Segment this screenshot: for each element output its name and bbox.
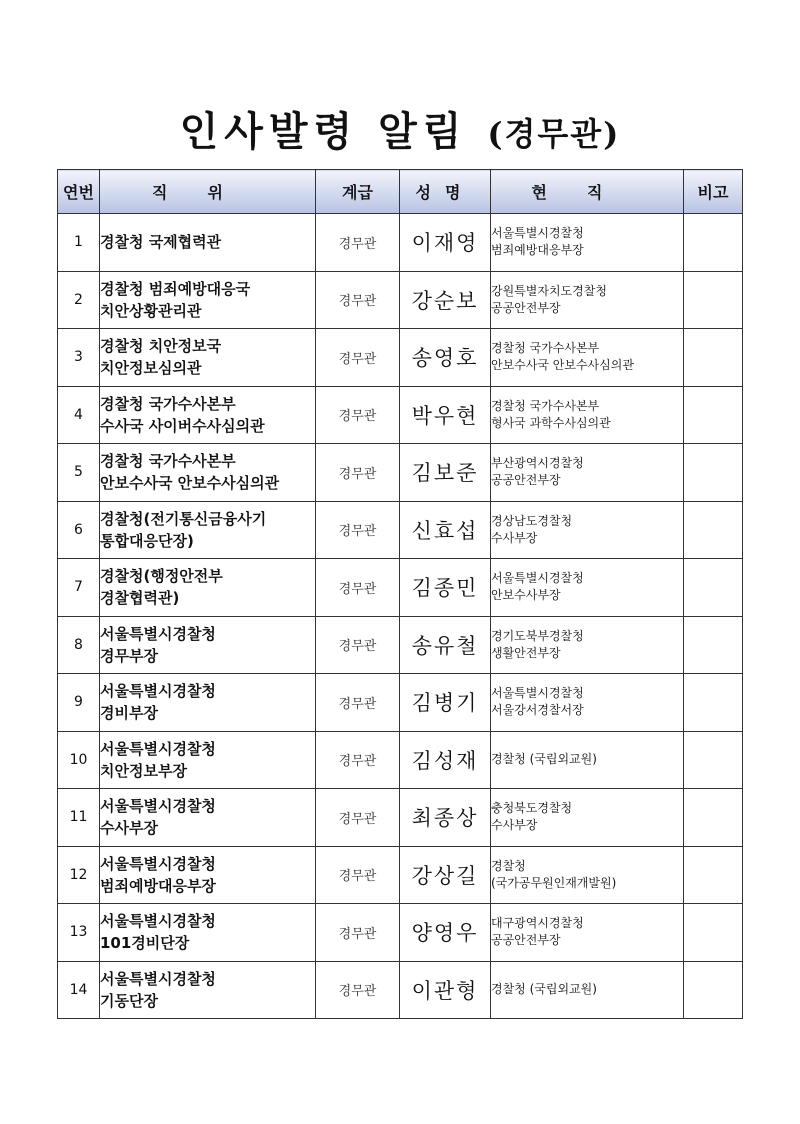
- current-post-line: 경찰청 (국립외교원): [491, 982, 597, 997]
- current-post-cell: [491, 329, 684, 387]
- current-post-cell: [491, 961, 684, 1019]
- current-post-cell: [491, 559, 684, 617]
- position-line: 경찰청 치안정보국: [100, 337, 222, 356]
- name-cell: 최종상: [400, 789, 491, 847]
- position-line: 서울특별시경찰청: [100, 797, 216, 816]
- row-number: 10: [58, 731, 100, 789]
- current-post-line: (국가공무원인재개발원): [491, 875, 617, 890]
- row-number: 6: [58, 501, 100, 559]
- position-line: 서울특별시경찰청: [100, 624, 216, 643]
- current-post-cell: [491, 386, 684, 444]
- rank-cell: 경무관: [316, 961, 400, 1019]
- position-cell: [100, 846, 316, 904]
- current-post-cell: [491, 214, 684, 272]
- current-post-cell: [491, 846, 684, 904]
- rank-cell: 경무관: [316, 846, 400, 904]
- row-number: 4: [58, 386, 100, 444]
- name-cell: 강순보: [400, 271, 491, 329]
- name-cell: 이재영: [400, 214, 491, 272]
- position-line: 서울특별시경찰청: [100, 739, 216, 758]
- table-row: [58, 501, 743, 559]
- current-post-cell: [491, 731, 684, 789]
- position-cell: [100, 559, 316, 617]
- current-post-cell: [491, 444, 684, 502]
- rank-cell: 경무관: [316, 444, 400, 502]
- current-post-line: 경찰청 국가수사본부: [491, 341, 600, 356]
- current-post-line: 경기도북부경찰청: [491, 628, 584, 643]
- current-post-line: 경찰청: [491, 858, 526, 873]
- remarks-cell: [684, 501, 743, 559]
- current-post-cell: [491, 616, 684, 674]
- remarks-cell: [684, 559, 743, 617]
- table-row: [58, 961, 743, 1019]
- remarks-cell: [684, 674, 743, 732]
- title-main: 인사발령 알림: [179, 108, 468, 155]
- table-row: [58, 904, 743, 962]
- rank-cell: 경무관: [316, 271, 400, 329]
- current-post-line: 수사부장: [491, 530, 538, 545]
- table-row: [58, 559, 743, 617]
- row-number: 14: [58, 961, 100, 1019]
- current-post-cell: [491, 501, 684, 559]
- position-cell: [100, 731, 316, 789]
- position-cell: [100, 961, 316, 1019]
- position-line: 통합대응단장): [100, 531, 194, 550]
- current-post-line: 강원특별자치도경찰청: [491, 283, 607, 298]
- rank-cell: 경무관: [316, 616, 400, 674]
- position-line: 치안정보부장: [100, 761, 187, 780]
- name-cell: 김병기: [400, 674, 491, 732]
- row-number: 13: [58, 904, 100, 962]
- position-line: 서울특별시경찰청: [100, 912, 216, 931]
- name-cell: 김보준: [400, 444, 491, 502]
- rank-cell: 경무관: [316, 386, 400, 444]
- rank-cell: 경무관: [316, 501, 400, 559]
- position-line: 수사부장: [100, 819, 158, 838]
- table-row: [58, 271, 743, 329]
- remarks-cell: [684, 444, 743, 502]
- current-post-line: 경상남도경찰청: [491, 513, 573, 528]
- position-cell: [100, 789, 316, 847]
- current-post-line: 서울강서경찰서장: [491, 703, 584, 718]
- current-post-line: 공공안전부장: [491, 473, 561, 488]
- current-post-line: 수사부장: [491, 818, 538, 833]
- header-row: [58, 170, 743, 214]
- current-post-line: 충청북도경찰청: [491, 801, 573, 816]
- name-cell: 김성재: [400, 731, 491, 789]
- current-post-line: 생활안전부장: [491, 645, 561, 660]
- rank-cell: 경무관: [316, 214, 400, 272]
- position-line: 경찰청(전기통신금융사기: [100, 509, 267, 528]
- position-line: 101경비단장: [100, 934, 190, 953]
- header-current: 현직: [491, 170, 684, 214]
- remarks-cell: [684, 904, 743, 962]
- current-post-line: 대구광역시경찰청: [491, 916, 584, 931]
- current-post-line: 경찰청 (국립외교원): [491, 752, 597, 767]
- current-post-line: 공공안전부장: [491, 933, 561, 948]
- current-post-cell: [491, 674, 684, 732]
- position-cell: [100, 616, 316, 674]
- position-line: 수사국 사이버수사심의관: [100, 416, 265, 435]
- header-rank: 계급: [316, 170, 400, 214]
- remarks-cell: [684, 846, 743, 904]
- position-line: 경찰청 국가수사본부: [100, 394, 236, 413]
- row-number: 3: [58, 329, 100, 387]
- current-post-line: 경찰청 국가수사본부: [491, 398, 600, 413]
- current-post-line: 서울특별시경찰청: [491, 571, 584, 586]
- current-post-cell: [491, 789, 684, 847]
- name-cell: 김종민: [400, 559, 491, 617]
- rank-cell: 경무관: [316, 329, 400, 387]
- position-cell: [100, 386, 316, 444]
- position-cell: [100, 271, 316, 329]
- position-line: 치안상황관리관: [100, 301, 202, 320]
- row-number: 12: [58, 846, 100, 904]
- table-row: [58, 616, 743, 674]
- header-no: 연번: [58, 170, 100, 214]
- name-cell: 강상길: [400, 846, 491, 904]
- current-post-line: 서울특별시경찰청: [491, 226, 584, 241]
- position-line: 경찰청 국제협력관: [100, 233, 222, 252]
- rank-cell: 경무관: [316, 904, 400, 962]
- current-post-line: 범죄예방대응부장: [491, 243, 584, 258]
- table-row: [58, 789, 743, 847]
- position-line: 치안정보심의관: [100, 359, 202, 378]
- position-cell: [100, 444, 316, 502]
- name-cell: 신효섭: [400, 501, 491, 559]
- table-row: [58, 846, 743, 904]
- position-line: 경찰청 국가수사본부: [100, 452, 236, 471]
- position-cell: [100, 674, 316, 732]
- row-number: 1: [58, 214, 100, 272]
- table-row: [58, 386, 743, 444]
- rank-cell: 경무관: [316, 674, 400, 732]
- position-line: 경찰청(행정안전부: [100, 567, 223, 586]
- remarks-cell: [684, 789, 743, 847]
- current-post-line: 공공안전부장: [491, 300, 561, 315]
- row-number: 5: [58, 444, 100, 502]
- current-post-line: 형사국 과학수사심의관: [491, 415, 611, 430]
- position-line: 경무부장: [100, 646, 158, 665]
- table-row: [58, 329, 743, 387]
- name-cell: 양영우: [400, 904, 491, 962]
- current-post-cell: [491, 271, 684, 329]
- table-row: [58, 214, 743, 272]
- position-line: 서울특별시경찰청: [100, 969, 216, 988]
- remarks-cell: [684, 616, 743, 674]
- remarks-cell: [684, 731, 743, 789]
- row-number: 9: [58, 674, 100, 732]
- rank-cell: 경무관: [316, 559, 400, 617]
- current-post-line: 안보수사국 안보수사심의관: [491, 358, 634, 373]
- current-post-cell: [491, 904, 684, 962]
- position-line: 경찰협력관): [100, 589, 180, 608]
- table-row: [58, 731, 743, 789]
- remarks-cell: [684, 329, 743, 387]
- position-cell: [100, 329, 316, 387]
- header-position: 직위: [100, 170, 316, 214]
- current-post-line: 부산광역시경찰청: [491, 456, 584, 471]
- table-row: [58, 674, 743, 732]
- table-row: [58, 444, 743, 502]
- remarks-cell: [684, 271, 743, 329]
- name-cell: 송유철: [400, 616, 491, 674]
- appointment-table: [57, 169, 743, 1019]
- remarks-cell: [684, 214, 743, 272]
- position-line: 경찰청 범죄예방대응국: [100, 279, 251, 298]
- position-cell: [100, 501, 316, 559]
- position-line: 안보수사국 안보수사심의관: [100, 474, 280, 493]
- name-cell: 송영호: [400, 329, 491, 387]
- current-post-line: 안보수사부장: [491, 588, 561, 603]
- row-number: 8: [58, 616, 100, 674]
- rank-cell: 경무관: [316, 731, 400, 789]
- position-line: 서울특별시경찰청: [100, 854, 216, 873]
- remarks-cell: [684, 961, 743, 1019]
- name-cell: 이관형: [400, 961, 491, 1019]
- row-number: 2: [58, 271, 100, 329]
- position-line: 서울특별시경찰청: [100, 682, 216, 701]
- page-title: [0, 100, 800, 157]
- position-cell: [100, 904, 316, 962]
- row-number: 11: [58, 789, 100, 847]
- position-line: 범죄예방대응부장: [100, 876, 216, 895]
- row-number: 7: [58, 559, 100, 617]
- rank-cell: 경무관: [316, 789, 400, 847]
- header-name: 성명: [400, 170, 491, 214]
- remarks-cell: [684, 386, 743, 444]
- header-remarks: 비고: [684, 170, 743, 214]
- current-post-line: 서울특별시경찰청: [491, 686, 584, 701]
- title-sub: (경무관): [487, 115, 621, 153]
- position-line: 경비부장: [100, 704, 158, 723]
- position-line: 기동단장: [100, 991, 158, 1010]
- name-cell: 박우현: [400, 386, 491, 444]
- position-cell: [100, 214, 316, 272]
